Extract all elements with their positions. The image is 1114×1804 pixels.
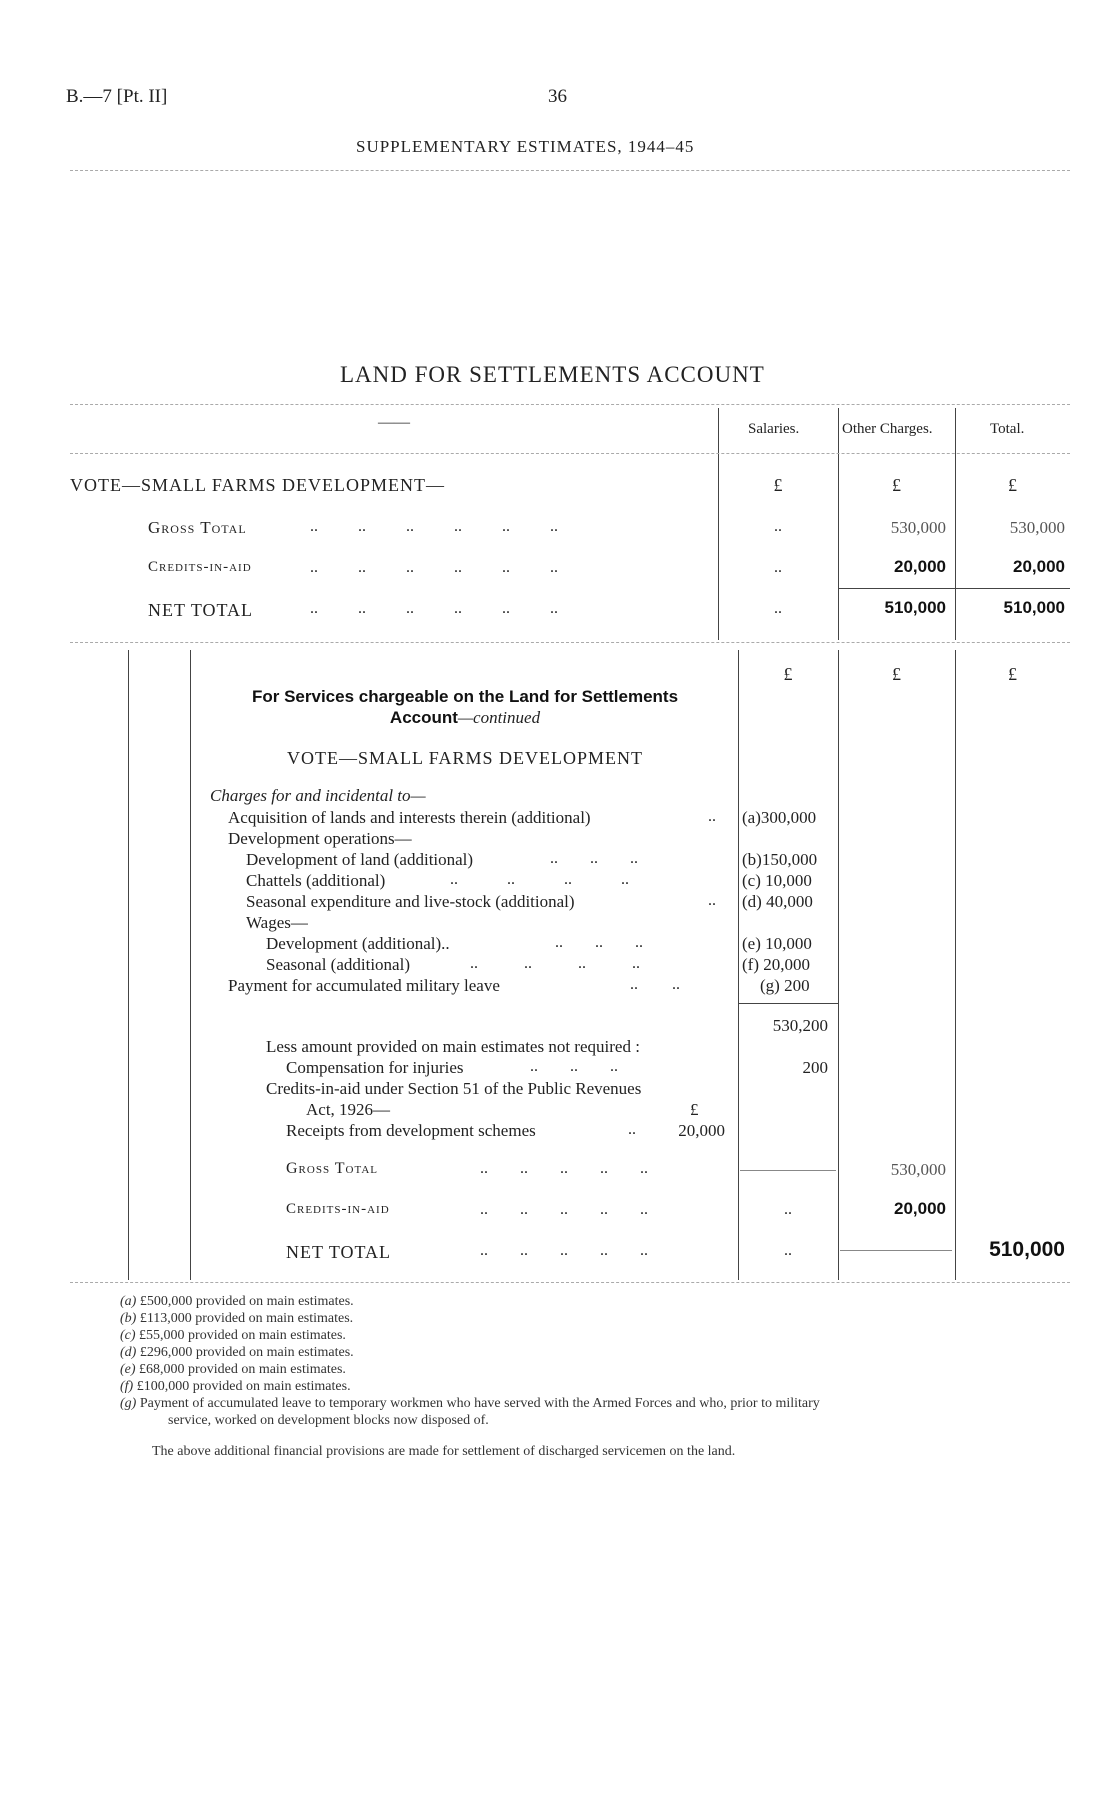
item-wages-development-label: Development (additional).. [266, 934, 450, 953]
items-subtotal-rule [738, 1003, 838, 1004]
leader-dots: .. [628, 1121, 636, 1138]
item-development-operations-label: Development operations— [228, 829, 412, 848]
footnote-mark: (d) [120, 1345, 137, 1360]
detail-credits-amount: 20,000 [894, 1199, 946, 1218]
summary-net-total: 510,000 [1003, 598, 1065, 617]
item-acquisition-label: Acquisition of lands and interests therein (additional) [228, 808, 591, 827]
summary-gross-salaries: .. [774, 518, 782, 535]
leader-dots: .. .. .. .. .. .. [310, 600, 558, 617]
leader-dots: .. .. .. .. [450, 871, 629, 888]
receipts-label: Receipts from development schemes [286, 1121, 536, 1140]
item-wages-label: Wages— [246, 913, 308, 932]
leader-dots: .. [708, 892, 716, 909]
leader-dots: .. .. .. [555, 934, 643, 951]
summary-credits-total: 20,000 [1013, 557, 1065, 576]
compensation-amount: 200 [802, 1058, 828, 1077]
detail-net-total-amount: 510,000 [989, 1238, 1065, 1261]
item-chattels-label: Chattels (additional) [246, 871, 386, 890]
summary-credits-other: 20,000 [894, 557, 946, 576]
summary-net-total-label: NET TOTAL [148, 600, 254, 620]
detail-unit-other-charges: £ [892, 664, 901, 684]
detail-bottom-rule [70, 1282, 1070, 1283]
leader-dots: .. .. .. [530, 1058, 618, 1075]
footnote-mark: (g) [120, 1396, 137, 1411]
credits-in-aid-line-2: Act, 1926— [306, 1100, 391, 1119]
unit-other-charges: £ [892, 475, 901, 495]
detail-vote-title: VOTE—SMALL FARMS DEVELOPMENT [286, 748, 643, 768]
receipts-amount: 20,000 [678, 1121, 725, 1140]
credits-pound-sign: £ [690, 1100, 699, 1119]
summary-net-other: 510,000 [884, 598, 946, 617]
running-title: SUPPLEMENTARY ESTIMATES, 1944–45 [356, 137, 695, 156]
leader-dots: .. .. .. .. .. [480, 1201, 648, 1218]
item-military-leave-label: Payment for accumulated military leave [228, 976, 500, 995]
charges-intro: Charges for and incidental to— [210, 786, 426, 805]
detail-credits-salaries: .. [784, 1201, 792, 1218]
summary-gross-other: 530,000 [890, 518, 946, 537]
footnote [120, 1345, 354, 1361]
item-acquisition-amount: (a)300,000 [742, 808, 817, 827]
footnote-text: £68,000 provided on main estimates. [139, 1362, 346, 1377]
footnote [120, 1379, 351, 1395]
leader-dots: .. .. .. .. .. .. [310, 559, 558, 576]
detail-divider-3 [955, 650, 956, 1280]
footnote [120, 1396, 820, 1412]
page-number: 36 [548, 86, 567, 107]
items-subtotal: 530,200 [772, 1016, 828, 1035]
footnote-mark: (b) [120, 1311, 137, 1326]
leader-dots: .. .. .. .. .. [480, 1242, 648, 1259]
footnote-mark: (f) [120, 1379, 134, 1394]
leader-dots: .. .. .. [550, 850, 638, 867]
item-chattels-amount: (c) 10,000 [742, 871, 812, 890]
footnote-text: £500,000 provided on main estimates. [139, 1294, 354, 1309]
detail-unit-total: £ [1008, 664, 1017, 684]
leader-dots: .. .. .. .. .. [480, 1160, 648, 1177]
credits-in-aid-line-1: Credits-in-aid under Section 51 of the Public Revenues [266, 1079, 642, 1098]
footnote-text: £55,000 provided on main estimates. [139, 1328, 346, 1343]
summary-net-salaries: .. [774, 600, 782, 617]
column-header-salaries: Salaries. [748, 421, 800, 437]
compensation-label: Compensation for injuries [286, 1058, 464, 1077]
unit-salaries: £ [773, 475, 783, 495]
footnote [120, 1362, 346, 1378]
footnote-text: Payment of accumulated leave to temporary workmen who have served with the Armed Forces and who, prior to military [139, 1396, 820, 1411]
leader-dots: .. .. .. .. [470, 955, 640, 972]
item-military-leave-amount: (g) 200 [760, 976, 810, 995]
detail-heading-continued: —continued [457, 708, 541, 727]
closing-note: The above additional financial provisions are made for settlement of discharged servicemen on the land. [152, 1444, 736, 1459]
item-seasonal-expenditure-amount: (d) 40,000 [742, 892, 813, 911]
summary-gross-total-label: Gross Total [148, 518, 247, 537]
detail-heading-account: Account [389, 708, 458, 727]
item-wages-development-amount: (e) 10,000 [742, 934, 812, 953]
leader-dots: .. [708, 808, 716, 825]
summary-subtotal-rule [838, 588, 1070, 589]
item-development-land-amount: (b)150,000 [742, 850, 818, 869]
footnote-mark: (c) [120, 1328, 136, 1343]
footnote-text: £296,000 provided on main estimates. [139, 1345, 354, 1360]
detail-divider-1 [738, 650, 739, 1280]
detail-margin-line-1 [128, 650, 129, 1280]
footnote [120, 1311, 353, 1327]
summary-gross-total: 530,000 [1009, 518, 1065, 537]
footnote-continuation: service, worked on development blocks now disposed of. [168, 1413, 489, 1428]
footnote [120, 1294, 354, 1310]
item-wages-seasonal-label: Seasonal (additional) [266, 955, 410, 974]
detail-heading-line-2 [200, 708, 730, 728]
detail-net-total-label: NET TOTAL [286, 1242, 392, 1262]
less-provided-label: Less amount provided on main estimates not required : [266, 1037, 640, 1056]
detail-heading-line-1: For Services chargeable on the Land for Settlements [251, 687, 679, 706]
footnote-mark: (a) [120, 1294, 137, 1309]
summary-credits-label: Credits-in-aid [148, 559, 252, 575]
detail-net-salaries: .. [784, 1242, 792, 1259]
detail-divider-2 [838, 650, 839, 1280]
item-wages-seasonal-amount: (f) 20,000 [742, 955, 810, 974]
column-header-other-charges: Other Charges. [842, 421, 933, 437]
stub-header-dash: —— [378, 414, 410, 431]
detail-gross-total-label: Gross Total [286, 1160, 379, 1177]
footnote-mark: (e) [120, 1362, 136, 1377]
footnote [120, 1328, 346, 1344]
title-rule [70, 404, 1070, 405]
summary-bottom-rule [70, 642, 1070, 643]
document-reference: B.—7 [Pt. II] [66, 86, 168, 107]
header-rule [70, 170, 1070, 171]
summary-vote-label: VOTE—SMALL FARMS DEVELOPMENT— [70, 475, 446, 495]
unit-total: £ [1008, 475, 1017, 495]
detail-unit-salaries: £ [783, 664, 793, 684]
detail-margin-line-2 [190, 650, 191, 1280]
detail-gross-total-amount: 530,000 [890, 1160, 946, 1179]
summary-credits-salaries: .. [774, 559, 782, 576]
item-development-land-label: Development of land (additional) [246, 850, 474, 869]
leader-dots: .. .. [630, 976, 680, 993]
column-header-total: Total. [990, 421, 1025, 437]
leader-dots: .. .. .. .. .. .. [310, 518, 558, 535]
footnote-text: £113,000 provided on main estimates. [139, 1311, 354, 1326]
detail-credits-label: Credits-in-aid [286, 1201, 390, 1217]
item-seasonal-expenditure-label: Seasonal expenditure and live-stock (additional) [246, 892, 575, 911]
footnote-text: £100,000 provided on main estimates. [136, 1379, 351, 1394]
detail-net-other-rule [840, 1250, 952, 1251]
detail-gross-salaries-rule [740, 1170, 836, 1171]
account-title: LAND FOR SETTLEMENTS ACCOUNT [340, 362, 765, 387]
summary-header-rule [70, 453, 1070, 454]
